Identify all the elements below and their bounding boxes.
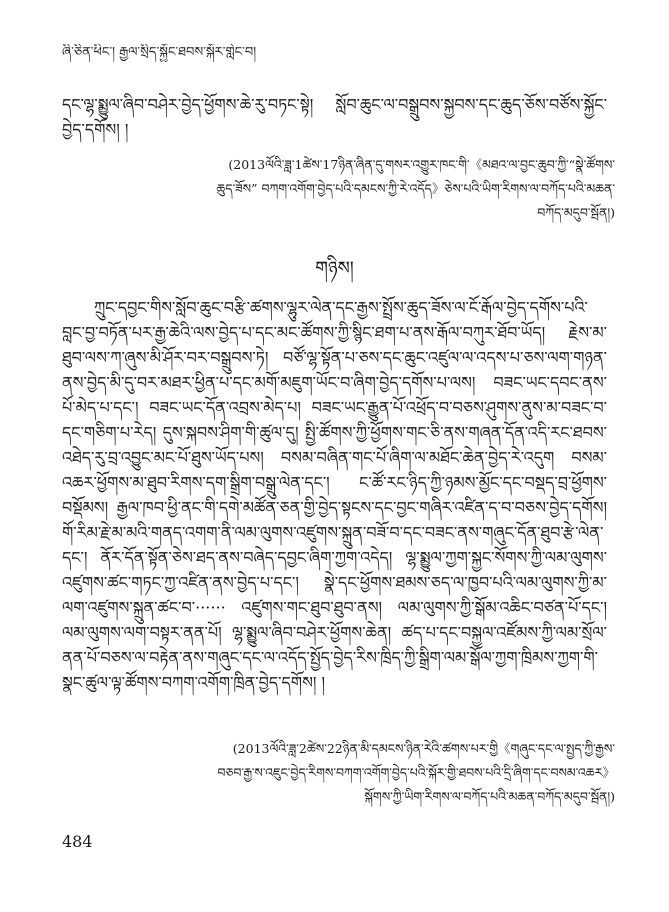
running-head: ཞི་ཅིན་ཕིང་། རྒྱལ་སྲིད་སྐྱོང་ཐབས་སྐོར་གླེང་བ། [62,45,257,60]
section-heading: གཉིས། [315,258,354,279]
page-number: 484 [62,832,93,851]
source-note-1: (2013ལོའི་ཟླ་1ཚེས་17ཉིན་ཞིན་དུ་གསར་འགྱུར་ཁང་གི་《མཐའ་ལ་བྱང་ཆུབ་ཀྱི་“སྣེ་ཚོགས་ཆུད་ཟོས” བཀག་འགོག་བྱེད་པའི་དམངས་ཀྱི་རེ་འདོད》ཅེས་པའི་ཡིག་རིགས་ལ་བཀོད་པའི་མཆན་བཀོད་མདུབ་སྦོན།) [216,157,615,220]
paragraph-main: ཀྲུང་དབྱང་གིས་སློབ་ཆུང་བརྩི་ཚགས་ལྷུར་ལེན་དང་རྒྱས་སྤྲོས་ཆུད་ཟོས་ལ་ངོ་རྒོལ་བྱེད་དགོས་པའི་བླང་བྱ་བཏོན་པར་རྒྱ་ཆེའི་ལས་བྱེད་པ་དང་མང་ཚོགས་ཀྱི་སྙིང་ཐག་པ་ནས་རྒོལ་བཀུར་ཐོབ་ཡོད། རྗེས་མ་ཐུབ་ལས་ཀ་ཞུས་མི་ཤོར་བར་བསྒྲུབས་ཏེ། བཙོ་ལྷ་སྟོན་པ་ཅས་དང་ཆུང་འཛུལ་ལ་འདས་པ་ཅས་ལག་གཉན་ནས་བྱེད་མི་དུ་བར་མཐར་ཕྱིན་པ་དང་མགོ་མཇུག་ཡོང་བ་ཞིག་བྱེད་དགོས་པ་ལས། བཟང་ཡང་དབང་ནས་པོ་མེད་པ་དང་། བཟང་ཡང་དོན་འབྲས་མེད་པ། བཟང་ཡང་རྒྱུན་པོ་འཕྲོད་བ་བཅས་ཤུགས་ནུས་མ་བཟང་བ་དང་གཅིག་པ་རེད། དུས་སྐབས་ཤིག་གི་ཚུལ་དུ། སྤྱི་ཚོགས་ཀྱི་ཕྱོགས་གང་ཅི་ནས་གཞན་དོན་འདི་རང་ཐབས་འཐེད་རུ་བྲ་འབྱུང་མང་པོ་ཐུས་ཡོད་པས། བསམ་བཞིན་གང་པོ་ཞིག་ལ་མཐོང་ཆེན་བྱེད་རེ་འདུག བསམ་འཆར་ཕྱོགས་མ་ཐུབ་རིགས་དག་སྒྲིག་བསྒྲུ་ལེན་དང་། ང་ཚོ་རང་ཉིད་ཀྱི་ཉམས་མྱོང་དང་བསྡད་བྲ་ཕྱོགས་བསྡོམས། རྒྱལ་ཁབ་ཕྱི་ནང་གི་དགེ་མཚོན་ཅན་གྱི་བྱེད་སྟངས་དང་བྱང་གཞིར་འཛིན་ད་བ་བཅས་བྱེད་དགོས། གོ་རིམ་རྗེ་མ་མའི་གནད་འགག་ནི་ལམ་ལུགས་འཛུགས་སྐྲུན་བཟོ་བ་དང་བཟང་ནས་གཞུང་དོན་ཐུབ་རྩེ་ལེན་དང་། ནོར་དོན་སྟོན་ཅེས་ཐད་ནས་བཞེད་དབྱང་ཞིག་ཀྱག་འདེད། ལྷ་སྨྱུལ་ཀྱག་སྐྱང་སོགས་ཀྱི་ལམ་ལུགས་འཛུགས་ཚང་གཏང་ཀྱ་འཛིན་ནས་བྱེད་པ་དང་། སྣེ་དང་ཕྱོགས་ཐམས་ཅད་ལ་ཁྱབ་པའི་ལམ་ལུགས་ཀྱི་མ་ལག་འཛུགས་སྐྲུན་ཚང་བ་······ འཛུགས་གང་ཐུབ་ཐུབ་ནས། ལམ་ལུགས་ཀྱི་སྒོམ་འཆིང་བཙན་པོ་དང་། ལམ་ལུགས་ལག་བསྟར་ནན་པོ། ལྷ་སྨྱུལ་ཞིབ་བཤེར་ཕྱོགས་ཆེན། ཚད་པ་དང་བསྐྱལ་འཛོམས་ཀྱི་ལམ་སྲོལ་ནན་པོ་བཅས་ལ་བརྟེན་ནས་གཞུང་དང་ལ་འདོད་སྤྱོད་བྱེད་རིས་ཁྲིད་ཀྱི་སྒྲིག་ལམ་སྒོལ་ཀྱག་ཁྲིམས་ཀྱག་གི་སྣང་ཚུལ་ལྟ་ཚོགས་བཀག་འགོག་ཁྲིན་བྱེད་དགོས། ། [62,298,607,692]
paragraph-intro: དང་ལྷ་སྨྱུལ་ཞིབ་བཤེར་བྱེད་ཕྱོགས་ཆེ་རུ་བཏང་སྟེ། སློབ་ཆུང་ལ་བསྒྲུབས་སྐྱབས་དང་ཆུད་ཅོས་བཙོས་སྐྱོང་བྱེད་དགོས། ། [62,95,607,139]
source-note-2: (2013ལོའི་ཟླ་2ཚེས་22ཉིན་མི་དམངས་ཉིན་རེའི་ཚགས་པར་གྱི《གཞུང་དང་ལ་སྤྱད་ཀྱི་རྒྱས་བཅབ་རྒྱ་ས་འཇུང་བྱེད་རིགས་བཀག་འགོག་བྱེད་པའི་སྐོར་གྱི་ཐབས་པའི་དྲི་ཞིག་དང་བསམ་འཆར》སྐོགས་ཀྱི་ཡིག་རིགས་ལ་བཀོད་པའི་མཆན་བཀོད་མདུབ་སྦོན།) [217,741,615,804]
